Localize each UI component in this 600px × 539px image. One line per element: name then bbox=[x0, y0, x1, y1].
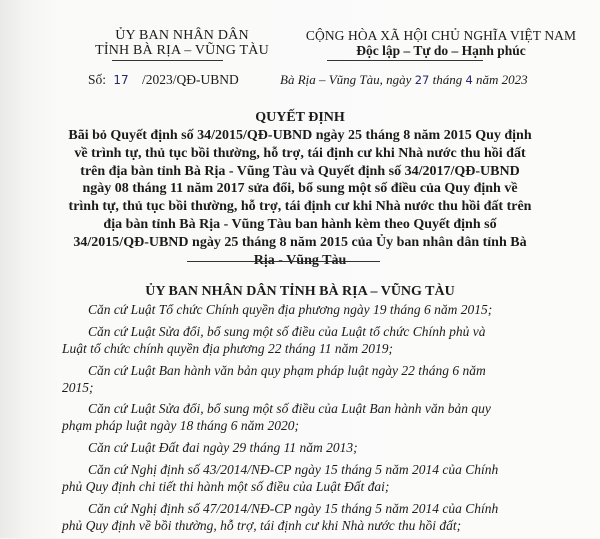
decision-title: QUYẾT ĐỊNH bbox=[255, 110, 345, 125]
document-number bbox=[88, 72, 239, 88]
subtitle-line: trên địa bàn tỉnh Bà Rịa - Vũng Tàu và Quyết định số 34/2017/QĐ-UBND bbox=[80, 163, 520, 179]
issuing-org-line1: ỦY BAN NHÂN DÂN bbox=[115, 28, 249, 43]
legal-basis-line: Căn cứ Luật Ban hành văn bản quy phạm pháp luật ngày 22 tháng 6 năm bbox=[88, 362, 486, 378]
legal-basis-item bbox=[62, 400, 550, 434]
subtitle-line: địa bàn tỉnh Bà Rịa - Vũng Tàu ban hành kèm theo Quyết định số bbox=[103, 216, 497, 232]
legal-basis-line: Căn cứ Luật Sửa đổi, bổ sung một số điều của Luật Ban hành văn bản quy bbox=[88, 401, 491, 417]
date-day-handwritten: 27 bbox=[414, 73, 430, 87]
legal-basis-item bbox=[62, 323, 550, 357]
subtitle-line: ngày 08 tháng 11 năm 2017 sửa đổi, bổ sung một số điều của Quy định về bbox=[82, 181, 518, 197]
legal-basis-line: Căn cứ Nghị định số 47/2014/NĐ-CP ngày 15 tháng 5 năm 2014 của Chính bbox=[88, 500, 499, 516]
legal-basis-line: phủ Quy định chi tiết thi hành một số điều của Luật Đất đai; bbox=[62, 478, 390, 494]
subtitle-line: trình tự, thủ tục bồi thường, hỗ trợ, tái định cư khi Nhà nước thu hồi đất trên bbox=[68, 199, 532, 215]
decision-subtitle bbox=[60, 127, 540, 269]
legal-basis-line: phủ Quy định về bồi thường, hỗ trợ, tái định cư khi Nhà nước thu hồi đất; bbox=[62, 517, 462, 533]
legal-basis-item bbox=[62, 301, 550, 318]
number-prefix: Số: bbox=[88, 72, 107, 87]
document-date bbox=[280, 72, 528, 88]
subtitle-line: Bãi bỏ Quyết định số 34/2015/QĐ-UBND ngày 25 tháng 8 năm 2015 Quy định bbox=[68, 128, 532, 143]
legal-basis-line: phạm pháp luật ngày 18 tháng 6 năm 2020; bbox=[62, 418, 299, 434]
legal-basis-line: Luật tổ chức chính quyền địa phương 22 tháng 11 năm 2019; bbox=[62, 340, 394, 356]
legal-basis-item bbox=[62, 439, 550, 456]
subtitle-line: về trình tự, thủ tục bồi thường, hỗ trợ, tái định cư khi Nhà nước thu hồi đất bbox=[74, 145, 526, 161]
legal-basis-item bbox=[62, 500, 550, 534]
issuing-org-line2: TỈNH BÀ RỊA – VŨNG TÀU bbox=[95, 43, 269, 58]
date-month-handwritten: 4 bbox=[465, 73, 473, 87]
national-motto-line1: CỘNG HÒA XÃ HỘI CHỦ NGHĨA VIỆT NAM bbox=[305, 28, 577, 43]
national-motto-line2: Độc lập – Tự do – Hạnh phúc bbox=[356, 43, 526, 58]
number-handwritten: 17 bbox=[113, 73, 129, 87]
legal-basis-line: 2015; bbox=[62, 379, 94, 395]
legal-basis-item bbox=[62, 461, 550, 495]
legal-basis-line: Căn cứ Luật Sửa đổi, bổ sung một số điều của Luật tổ chức Chính phủ và bbox=[88, 323, 486, 339]
date-prefix: Bà Rịa – Vũng Tàu, ngày bbox=[280, 72, 412, 87]
legal-basis-line: Căn cứ Luật Đất đai ngày 29 tháng 11 năm 2013; bbox=[88, 440, 358, 456]
legal-basis-line: Căn cứ Nghị định số 43/2014/NĐ-CP ngày 15 tháng 5 năm 2014 của Chính bbox=[88, 461, 499, 477]
legal-basis-list bbox=[62, 301, 550, 539]
issuing-body-heading: ỦY BAN NHÂN DÂN TỈNH BÀ RỊA – VŨNG TÀU bbox=[145, 284, 455, 299]
header-right-underline bbox=[327, 60, 483, 61]
legal-basis-item bbox=[62, 362, 550, 396]
legal-basis-line: Căn cứ Luật Tổ chức Chính quyền địa phương ngày 19 tháng 6 năm 2015; bbox=[88, 302, 493, 317]
number-suffix: /2023/QĐ-UBND bbox=[142, 72, 239, 87]
subtitle-line: 34/2015/QĐ-UBND ngày 25 tháng 8 năm 2015 của Ủy ban nhân dân tỉnh Bà bbox=[73, 234, 527, 250]
date-suffix: năm 2023 bbox=[476, 72, 528, 87]
header-left-underline bbox=[112, 60, 223, 61]
date-month-label: tháng bbox=[432, 72, 463, 87]
subtitle-underline bbox=[187, 261, 380, 262]
